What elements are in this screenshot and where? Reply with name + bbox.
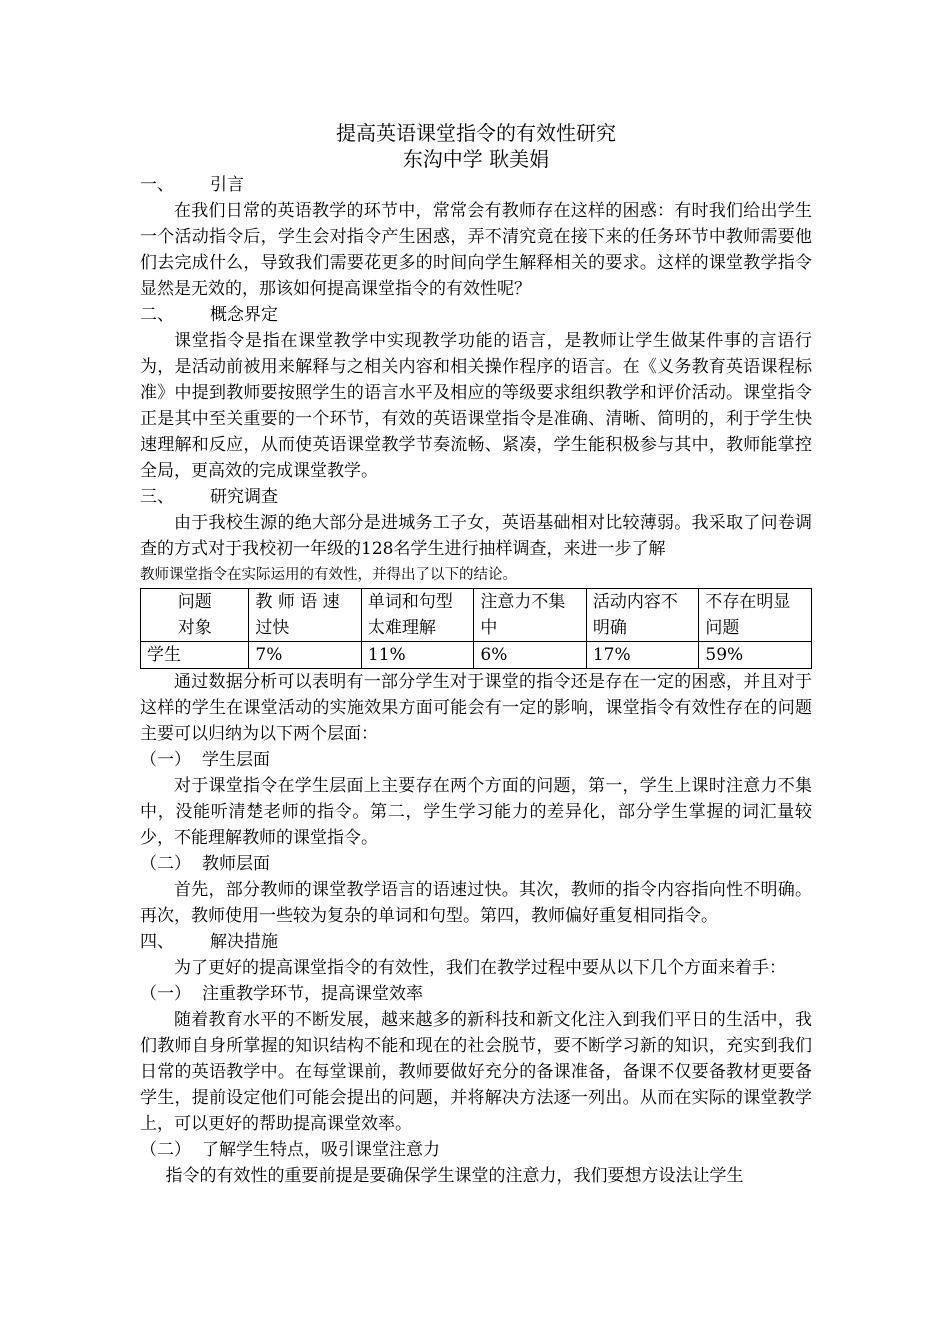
section-heading-intro <box>140 172 812 198</box>
subsection-number: （一） <box>140 750 191 770</box>
section-number: 一、 <box>140 175 174 195</box>
paragraph-analysis: 通过数据分析可以表明有一部分学生对于课堂的指令还是存在一定的困惑，并且对于这样的学生在课堂活动的实施效果方面可能会有一定的影响，课堂指令有效性存在的问题主要可以归纳为以下两个层面： <box>140 672 812 744</box>
document-body <box>140 120 812 1189</box>
table-header-cell: 问题 对象 <box>141 589 249 642</box>
subsection-label: 教师层面 <box>202 854 270 874</box>
subsection-heading-efficiency <box>140 981 812 1007</box>
table-header-row <box>141 589 812 642</box>
subsection-label: 了解学生特点，吸引课堂注意力 <box>202 1140 440 1160</box>
section-number: 四、 <box>140 932 174 952</box>
paragraph-student: 对于课堂指令在学生层面上主要存在两个方面的问题，第一，学生上课时注意力不集中，没能听清楚老师的指令。第二，学生学习能力的差异化，部分学生掌握的词汇量较少，不能理解教师的课堂指令。 <box>140 776 812 848</box>
section-heading-concept <box>140 302 812 328</box>
section-heading-survey <box>140 484 812 510</box>
paragraph-efficiency: 随着教育水平的不断发展，越来越多的新科技和新文化注入到我们平日的生活中，我们教师自身所掌握的知识结构不能和现在的社会脱节，要不断学习新的知识，充实到我们日常的英语教学中。在每堂课前，教师要做好充分的备课准备，备课不仅要备教材更要备学生，提前设定他们可能会提出的问题，并将解决方法逐一列出。从而在实际的课堂教学上，可以更好的帮助提高课堂效率。 <box>140 1010 812 1134</box>
paragraph-survey-cont: 教师课堂指令在实际运用的有效性，并得出了以下的结论。 <box>140 567 517 583</box>
table-cell: 17% <box>586 642 699 669</box>
subsection-label: 注重教学环节，提高课堂效率 <box>202 984 423 1004</box>
subsection-heading-attention <box>140 1137 812 1163</box>
section-number: 三、 <box>140 487 174 507</box>
table-cell: 7% <box>249 642 361 669</box>
paragraph-intro: 在我们日常的英语教学的环节中，常常会有教师存在这样的困惑：有时我们给出学生一个活动指令后，学生会对指令产生困惑，弄不清究竟在接下来的任务环节中教师需要他们去完成什么，导致我们需要花更多的时间向学生解释相关的要求。这样的课堂教学指令显然是无效的，那该如何提高课堂指令的有效性呢？ <box>140 201 812 299</box>
section-label: 引言 <box>210 175 244 195</box>
document-title: 提高英语课堂指令的有效性研究 <box>336 121 616 145</box>
table-header-cell: 教 师 语 速 过快 <box>249 589 361 642</box>
table-header-cell: 不存在明显 问题 <box>699 589 812 642</box>
table-row <box>141 642 812 669</box>
document-author: 东沟中学 耿美娟 <box>402 147 550 171</box>
subsection-number: （二） <box>140 1140 191 1160</box>
table-header-cell: 单词和句型 太难理解 <box>361 589 474 642</box>
survey-table <box>140 588 812 669</box>
paragraph-measures: 为了更好的提高课堂指令的有效性，我们在教学过程中要从以下几个方面来着手： <box>174 958 786 978</box>
table-cell: 6% <box>474 642 586 669</box>
section-number: 二、 <box>140 305 174 325</box>
subsection-number: （二） <box>140 854 191 874</box>
paragraph-attention: 指令的有效性的重要前提是要确保学生课堂的注意力，我们要想方设法让学生 <box>165 1166 744 1186</box>
subsection-number: （一） <box>140 984 191 1004</box>
table-header-cell: 注意力不集 中 <box>474 589 586 642</box>
paragraph-teacher: 首先，部分教师的课堂教学语言的语速过快。其次，教师的指令内容指向性不明确。再次，教师使用一些较为复杂的单词和句型。第四，教师偏好重复相同指令。 <box>140 880 812 926</box>
table-cell: 11% <box>361 642 474 669</box>
section-label: 解决措施 <box>210 932 278 952</box>
paragraph-survey: 由于我校生源的绝大部分是进城务工子女，英语基础相对比较薄弱。我采取了问卷调查的方式对于我校初一年级的128名学生进行抽样调查，来进一步了解 <box>140 513 812 559</box>
table-cell: 学生 <box>141 642 249 669</box>
subsection-label: 学生层面 <box>202 750 270 770</box>
section-label: 概念界定 <box>210 305 278 325</box>
subsection-heading-teacher <box>140 851 812 877</box>
subsection-heading-student <box>140 747 812 773</box>
table-cell: 59% <box>699 642 812 669</box>
section-heading-measures <box>140 929 812 955</box>
paragraph-concept: 课堂指令是指在课堂教学中实现教学功能的语言，是教师让学生做某件事的言语行为，是活动前被用来解释与之相关内容和相关操作程序的语言。在《义务教育英语课程标准》中提到教师要按照学生的语言水平及相应的等级要求组织教学和评价活动。课堂指令正是其中至关重要的一个环节，有效的英语课堂指令是准确、清晰、简明的，利于学生快速理解和反应，从而使英语课堂教学节奏流畅、紧凑，学生能积极参与其中，教师能掌控全局，更高效的完成课堂教学。 <box>140 331 812 481</box>
section-label: 研究调查 <box>210 487 278 507</box>
table-header-cell: 活动内容不 明确 <box>586 589 699 642</box>
